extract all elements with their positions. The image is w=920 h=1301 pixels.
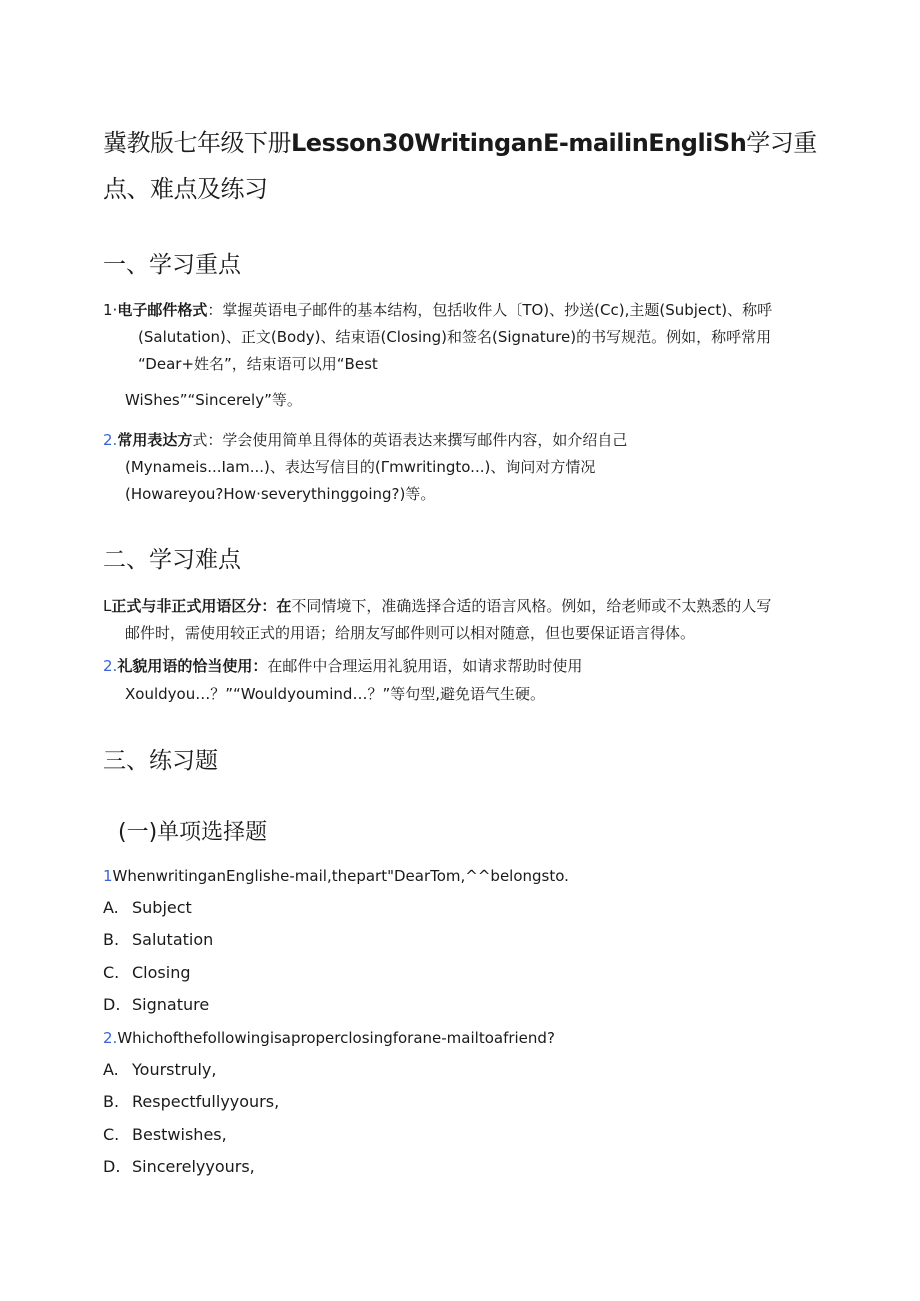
s1-item1-line1: 1·电子邮件格式：掌握英语电子邮件的基本结构，包括收件人〔TO)、抄送(Cc),主题(Subject)、称呼 (103, 301, 773, 319)
s1-item2-line3: (Howareyou?How·severythinggoing?)等。 (125, 485, 436, 503)
question-2-num: 2. (103, 1029, 118, 1047)
s1-item2-label: 常用表达方 (117, 431, 193, 449)
document-title-line2: 点、难点及练习 (103, 175, 268, 203)
s1-item2-line2: (Mynameis...Iam...)、表达写信目的(Γmwritingto...)、询问对方情况 (125, 458, 596, 476)
q2-option-a[interactable]: A. Yourstruly, (103, 1060, 217, 1079)
question-1-text: WhenwritinganEnglishe-mail,thepart"DearTom,^^belongsto. (112, 867, 569, 885)
title-bold: Lesson30WritinganE-mailinEngliSh (291, 129, 747, 157)
question-1-num: 1 (103, 867, 113, 885)
q1-option-c[interactable]: C. Closing (103, 963, 191, 982)
q1-option-b[interactable]: B. Salutation (103, 930, 214, 949)
s1-item1-line2: (Salutation)、正文(Body)、结束语(Closing)和签名(Signature)的书写规范。例如，称呼常用 (138, 328, 772, 346)
q2-option-d[interactable]: D. Sincerelyyours, (103, 1157, 255, 1176)
s2-item1-label: 正式与非正式用语区分：在 (111, 597, 292, 615)
question-1 (103, 865, 569, 887)
s2-item1-line1: L正式与非正式用语区分：在不同情境下，准确选择合适的语言风格。例如，给老师或不太熟悉的人写 (103, 597, 772, 615)
s1-item1-line3: “Dear+姓名”，结束语可以用“Best (138, 355, 378, 373)
s1-item1-num: 1· (103, 301, 118, 319)
s1-item2-num: 2. (103, 431, 118, 449)
section3-subheading: (一)单项选择题 (118, 820, 268, 845)
q1-option-a[interactable]: A. Subject (103, 898, 192, 917)
s2-item2-line1: 2.礼貌用语的恰当使用：在邮件中合理运用礼貌用语，如请求帮助时使用 (103, 657, 583, 675)
s2-item1-line2: 邮件时，需使用较正式的用语；给朋友写邮件则可以相对随意，但也要保证语言得体。 (125, 624, 696, 642)
title-suffix: 学习重 (746, 129, 817, 157)
question-2-text: Whichofthefollowingisaproperclosingforane-mailtoafriend? (117, 1029, 555, 1047)
section2-heading: 二、学习难点 (103, 547, 241, 573)
s2-item1-num: L (103, 597, 112, 615)
s2-item2-line2: Xouldyou…？”“Wouldyoumind…？”等句型,避免语气生硬。 (125, 685, 545, 703)
document-title (103, 126, 817, 160)
section3-heading: 三、练习题 (103, 748, 218, 774)
s1-item1-line4: WiShes”“Sincerely”等。 (125, 391, 302, 409)
s1-item1-label: 电子邮件格式 (117, 301, 208, 319)
q1-option-d[interactable]: D. Signature (103, 995, 210, 1014)
s2-item2-label: 礼貌用语的恰当使用： (117, 657, 268, 675)
q2-option-c[interactable]: C. Bestwishes, (103, 1125, 227, 1144)
s2-item2-num: 2. (103, 657, 118, 675)
q2-option-b[interactable]: B. Respectfullyyours, (103, 1092, 280, 1111)
question-2 (103, 1027, 555, 1049)
s1-item2-line1: 2.常用表达方式：学会使用简单且得体的英语表达来撰写邮件内容，如介绍自己 (103, 431, 628, 449)
section1-heading: 一、学习重点 (103, 252, 241, 278)
title-prefix: 冀教版七年级下册 (103, 129, 291, 157)
